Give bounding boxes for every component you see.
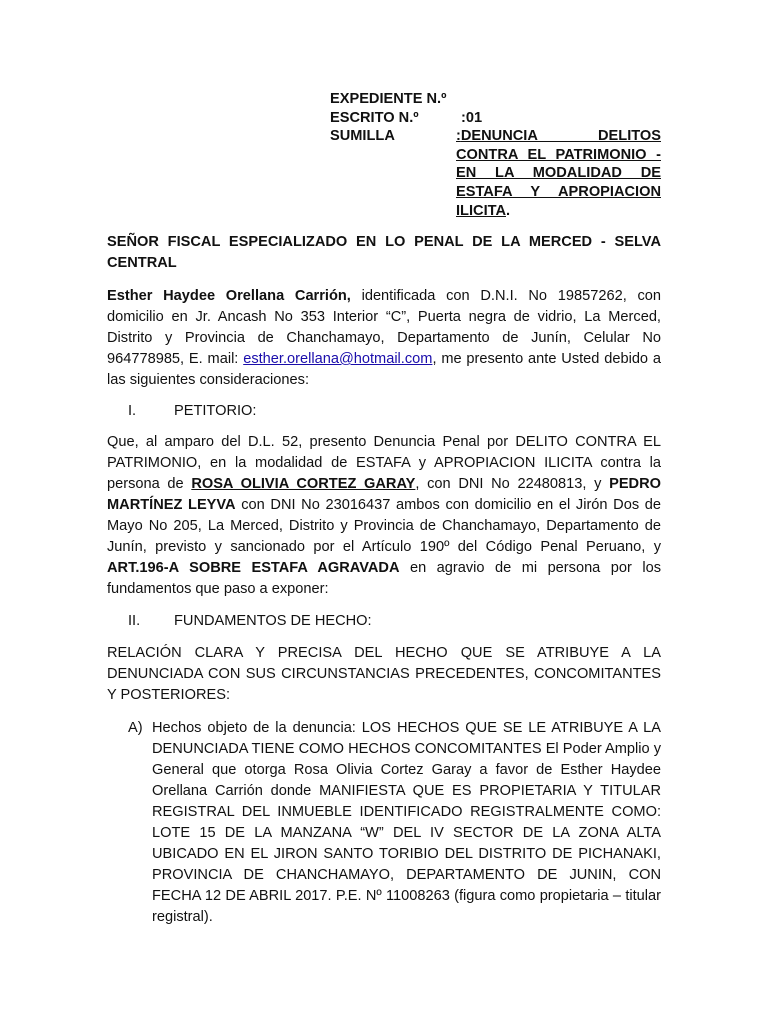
escrito-value: :01 [461, 109, 483, 126]
sumilla-text: DENUNCIA DELITOS CONTRA EL PATRIMONIO - EN LA MODALIDAD DE ESTAFA Y APROPIACION [456, 128, 661, 200]
sumilla-label [330, 127, 456, 220]
sumilla-text-end: ILICITA [456, 202, 506, 219]
escrito-line [330, 109, 661, 128]
petitorio-text-2: , con DNI No 22480813, y [415, 476, 610, 492]
sumilla-text-last-line [456, 202, 661, 221]
section-2-heading [128, 611, 372, 632]
list-item-a [128, 718, 661, 928]
petitorio-text-1: Que, al amparo del D.L. 52, presento Denuncia Penal por DELITO CONTRA EL PATRIMONIO, en la modalidad de ESTAFA y APROPIACION ILICITA contra la persona de [107, 434, 661, 492]
list-item-a-text: Hechos objeto de la denuncia: LOS HECHOS QUE SE LE ATRIBUYE A LA DENUNCIADA TIENE COMO HECHOS CONCOMITANTES El Poder Amplio y General que otorga Rosa Olivia Cortez Garay a favor de Esther Haydee Orellana Carrión donde MANIFIESTA QUE ES PROPIETARIA Y TITULAR REGISTRAL DEL INMUEBLE IDENTIFICADO REGISTRALMENTE COMO: LOTE 15 DE LA MANZANA “W” DEL IV SECTOR DE LA ZONA ALTA UBICADO EN EL JIRON SANTO TORIBIO DEL DISTRITO DE PICHANAKI, PROVINCIA DE CHANCHAMAYO, DEPARTAMENTO DE JUNIN, CON FECHA 12 DE ABRIL 2017. P.E. Nº 11008263 (figura como propietaria – titular registral). [152, 720, 661, 925]
addressee-heading: SEÑOR FISCAL ESPECIALIZADO EN LO PENAL DE LA MERCED - SELVA CENTRAL [107, 234, 661, 271]
sumilla-block [330, 127, 661, 220]
defendant-2-name: PEDRO MARTÍNEZ LEYVA [107, 476, 661, 513]
section-1-heading [128, 401, 256, 422]
intro-text-1: identificada con D.N.I. No 19857262, con domicilio en Jr. Ancash No 353 Interior “C”, Puerta negra de vidrio, La Merced, Distrito y Provincia de Chanchamayo, Departamento de Junín, Celular No 964778985, E. mail: [107, 288, 662, 367]
document-header [330, 90, 661, 220]
sumilla-period: . [506, 202, 511, 219]
intro-paragraph [107, 286, 661, 391]
section-2-title: FUNDAMENTOS DE HECHO: [174, 613, 372, 629]
sumilla-content [456, 127, 661, 220]
petitorio-text-3: con DNI No 23016437 ambos con domicilio en el Jirón Dos de Mayo No 205, La Merced, Distrito y Provincia de Chanchamayo, Departamento de Junín, previsto y sancionado por el Artículo 190º del Código Penal Peruano, y [107, 497, 661, 555]
defendant-1-name: ROSA OLIVIA CORTEZ GARAY [191, 476, 416, 492]
sumilla-text-main [456, 127, 661, 201]
complainant-name: Esther Haydee Orellana Carrión, [107, 288, 351, 304]
petitorio-paragraph [107, 432, 661, 600]
petitorio-text-4: en agravio de mi persona por los fundamentos que paso a exponer: [107, 560, 661, 597]
relacion-paragraph: RELACIÓN CLARA Y PRECISA DEL HECHO QUE SE ATRIBUYE A LA DENUNCIADA CON SUS CIRCUNSTANCIAS PRECEDENTES, CONCOMITANTES Y POSTERIORES: [107, 645, 661, 703]
sumilla-label-text: SUMILLA [330, 128, 395, 145]
section-2-number: II. [128, 613, 141, 629]
section-1-title: PETITORIO: [174, 403, 257, 419]
article-reference: ART.196-A SOBRE ESTAFA AGRAVADA [107, 560, 400, 576]
list-item-a-label: A) [128, 720, 143, 736]
intro-text-2: , me presento ante Usted debido a las siguientes consideraciones: [107, 351, 661, 388]
sumilla-colon: : [456, 128, 461, 145]
email-link[interactable]: esther.orellana@hotmail.com [243, 351, 433, 367]
escrito-label: ESCRITO N.º [330, 109, 419, 126]
expediente-label: EXPEDIENTE N.º [330, 91, 447, 107]
section-1-number: I. [128, 403, 137, 419]
